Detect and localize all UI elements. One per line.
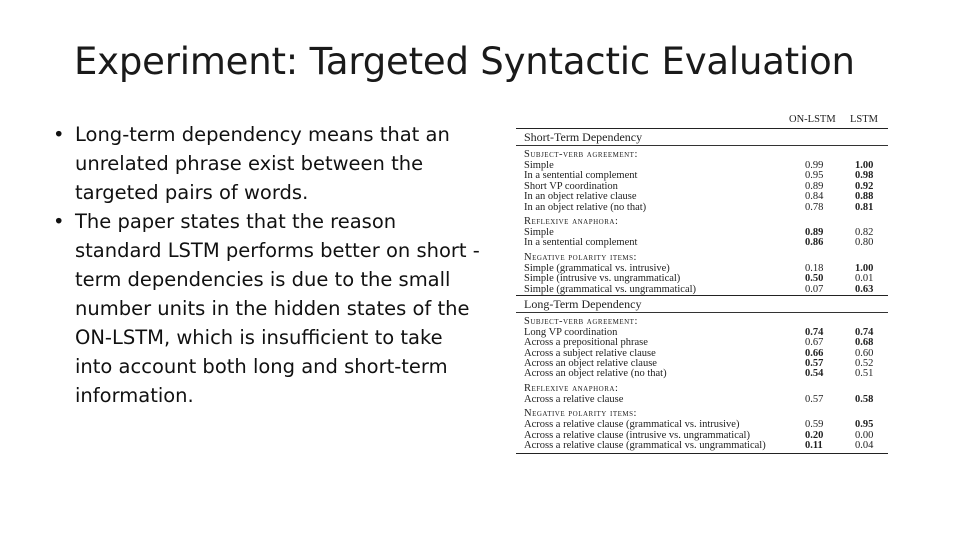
table-row — [516, 395, 888, 405]
on-lstm-value: 0.89 — [805, 226, 824, 238]
on-lstm-value: 0.59 — [805, 419, 824, 431]
lstm-value: 0.00 — [855, 429, 874, 441]
row-label: Across a relative clause (grammatical vs. ungrammatical) — [524, 440, 766, 452]
lstm-value: 0.60 — [855, 347, 874, 359]
table-body — [516, 128, 888, 454]
table-row — [516, 192, 888, 202]
section-title: Long-Term Dependency — [524, 296, 642, 311]
on-lstm-value: 0.07 — [805, 283, 824, 295]
lstm-value: 0.80 — [855, 237, 874, 249]
lstm-value: 0.88 — [855, 191, 874, 203]
lstm-value: 0.04 — [855, 440, 874, 452]
table-rule — [516, 312, 888, 313]
group-title: Subject-verb agreement: — [524, 149, 638, 160]
row-label: Across an object relative (no that) — [524, 368, 667, 380]
slide-title: Experiment: Targeted Syntactic Evaluation — [74, 40, 855, 83]
on-lstm-value: 0.57 — [805, 393, 824, 405]
section-title: Short-Term Dependency — [524, 130, 643, 144]
row-label: In a sentential complement — [524, 170, 638, 182]
on-lstm-value: 0.57 — [805, 358, 824, 370]
table-row — [516, 274, 888, 284]
row-label: Simple (intrusive vs. ungrammatical) — [524, 273, 681, 285]
row-label: Simple — [524, 160, 554, 171]
on-lstm-value: 0.89 — [805, 180, 824, 192]
lstm-value: 0.74 — [855, 326, 874, 338]
lstm-value: 0.82 — [855, 226, 874, 238]
table-row — [516, 238, 888, 248]
row-label: Across a relative clause (intrusive vs. ungrammatical) — [524, 429, 750, 441]
table-row — [516, 203, 888, 213]
table-rule — [516, 145, 888, 146]
bullet-item — [50, 207, 480, 410]
row-label: Across a relative clause — [524, 393, 624, 405]
row-label: In an object relative clause — [524, 191, 637, 203]
on-lstm-value: 0.99 — [805, 160, 824, 171]
table-header — [516, 112, 888, 128]
on-lstm-value: 0.18 — [805, 262, 824, 274]
row-label: Simple — [524, 226, 554, 238]
row-label: In a sentential complement — [524, 237, 638, 249]
row-label: In an object relative (no that) — [524, 201, 647, 213]
on-lstm-value: 0.78 — [805, 201, 824, 213]
group-title: Subject-verb agreement: — [524, 315, 638, 327]
lstm-value: 0.92 — [855, 180, 874, 192]
results-table — [516, 112, 888, 454]
lstm-value: 0.63 — [855, 283, 874, 295]
table-rule — [516, 453, 888, 454]
on-lstm-value: 0.54 — [805, 368, 824, 380]
on-lstm-value: 0.20 — [805, 429, 824, 441]
bullet-dot-icon: • — [53, 123, 65, 146]
on-lstm-value: 0.95 — [805, 170, 824, 182]
bullet-dot-icon: • — [53, 210, 65, 233]
column-header-on-lstm: ON-LSTM — [789, 114, 836, 125]
group-title: Reflexive anaphora: — [524, 215, 619, 227]
on-lstm-value: 0.74 — [805, 326, 824, 338]
on-lstm-value: 0.50 — [805, 273, 824, 285]
lstm-value: 0.68 — [855, 337, 874, 349]
bullet-text: The paper states that the reason standard LSTM performs better on short -term dependencies is due to the small number units in the hidden states of the ON-LSTM, which is insufficient to take into account both long and short-term information. — [75, 210, 480, 407]
row-label: Simple (grammatical vs. ungrammatical) — [524, 283, 697, 295]
group-title: Reflexive anaphora: — [524, 382, 619, 394]
row-label: Short VP coordination — [524, 180, 618, 192]
lstm-value: 0.51 — [855, 368, 874, 380]
row-label: Across a subject relative clause — [524, 347, 656, 359]
row-label: Simple (grammatical vs. intrusive) — [524, 262, 670, 274]
on-lstm-value: 0.66 — [805, 347, 824, 359]
lstm-value: 0.98 — [855, 170, 874, 182]
row-label: Across a relative clause (grammatical vs. intrusive) — [524, 419, 740, 431]
bullet-text: Long-term dependency means that an unrelated phrase exist between the targeted pairs of words. — [75, 123, 450, 204]
lstm-value: 1.00 — [855, 262, 874, 274]
column-header-lstm: LSTM — [850, 114, 879, 125]
lstm-value: 0.01 — [855, 273, 874, 285]
lstm-value: 0.58 — [855, 393, 874, 405]
row-label: Long VP coordination — [524, 326, 618, 338]
row-label: Across a prepositional phrase — [524, 337, 648, 349]
bullet-list — [50, 120, 480, 410]
on-lstm-value: 0.84 — [805, 191, 824, 203]
on-lstm-value: 0.67 — [805, 337, 824, 349]
row-label: Across an object relative clause — [524, 358, 657, 370]
lstm-value: 0.52 — [855, 358, 874, 370]
on-lstm-value: 0.86 — [805, 237, 824, 249]
table-row — [516, 285, 888, 295]
lstm-value: 0.95 — [855, 419, 874, 431]
table-row — [516, 369, 888, 379]
lstm-value: 1.00 — [855, 160, 874, 171]
on-lstm-value: 0.11 — [805, 440, 823, 452]
bullet-item — [50, 120, 480, 207]
group-title: Negative polarity items: — [524, 251, 637, 263]
table-row — [516, 441, 888, 451]
lstm-value: 0.81 — [855, 201, 874, 213]
group-title: Negative polarity items: — [524, 408, 637, 420]
